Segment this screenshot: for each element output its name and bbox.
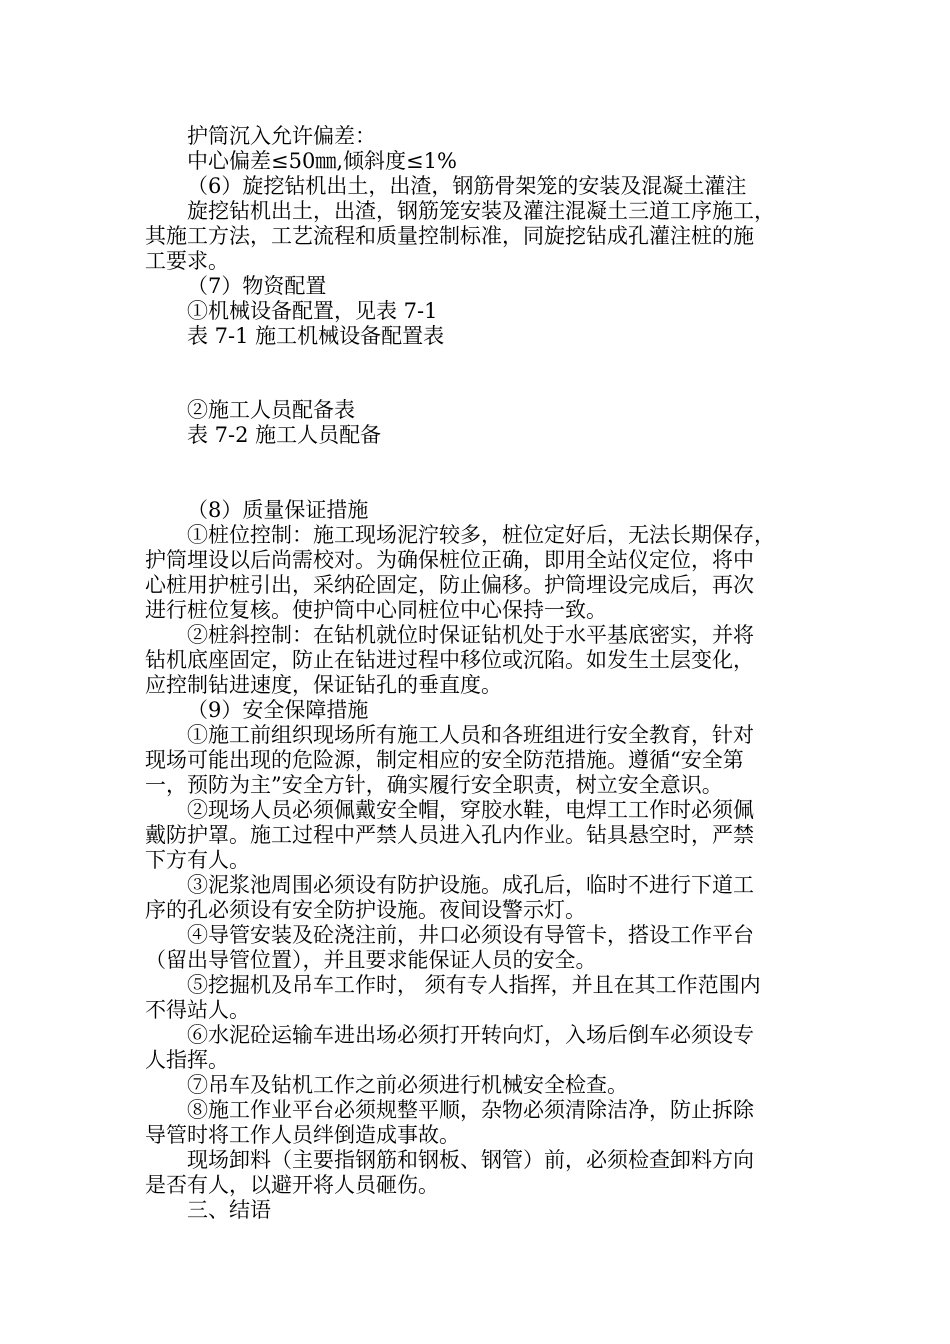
table-caption: 表 7-1 施工机械设备配置表 [187, 324, 445, 348]
text-line: 护筒埋设以后尚需校对。为确保桩位正确，即用全站仪定位，将中 [145, 548, 754, 572]
text-line: 一，预防为主”安全方针，确实履行安全职责，树立安全意识。 [145, 773, 723, 797]
text-line: ①桩位控制：施工现场泥泞较多，桩位定好后，无法长期保存， [187, 523, 775, 547]
text-line: ⑥水泥砼运输车进出场必须打开转向灯，入场后倒车必须设专 [187, 1023, 754, 1047]
text-line: 导管时将工作人员绊倒造成事故。 [145, 1123, 460, 1147]
text-line: 心桩用护桩引出，采纳砼固定，防止偏移。护筒埋设完成后，再次 [145, 573, 754, 597]
text-line: 进行桩位复核。使护筒中心同桩位中心保持一致。 [145, 598, 607, 622]
section-heading: （6）旋挖钻机出土，出渣，钢筋骨架笼的安装及混凝土灌注 [187, 174, 747, 198]
text-line: 序的孔必须设有安全防护设施。夜间设警示灯。 [145, 898, 586, 922]
text-line: 中心偏差≤50㎜,倾斜度≤1% [187, 149, 457, 173]
text-line: 是否有人，以避开将人员砸伤。 [145, 1173, 439, 1197]
text-line: 护筒沉入允许偏差： [187, 124, 376, 148]
text-line: 旋挖钻机出土，出渣，钢筋笼安装及灌注混凝土三道工序施工， [187, 199, 775, 223]
table-caption: 表 7-2 施工人员配备 [187, 423, 382, 447]
text-line: 钻机底座固定，防止在钻进过程中移位或沉陷。如发生土层变化， [145, 648, 754, 672]
text-line: 现场卸料（主要指钢筋和钢板、钢管）前，必须检查卸料方向 [187, 1148, 754, 1172]
text-line: ②现场人员必须佩戴安全帽，穿胶水鞋，电焊工工作时必须佩 [187, 798, 754, 822]
text-line: 不得站人。 [145, 998, 250, 1022]
text-line: ①施工前组织现场所有施工人员和各班组进行安全教育，针对 [187, 723, 754, 747]
section-heading: 三、结语 [187, 1198, 271, 1222]
text-line: 戴防护罩。施工过程中严禁人员进入孔内作业。钻具悬空时，严禁 [145, 823, 754, 847]
text-line: ①机械设备配置，见表 7-1 [187, 299, 438, 323]
text-line: （留出导管位置），并且要求能保证人员的安全。 [145, 948, 597, 972]
text-line: ⑦吊车及钻机工作之前必须进行机械安全检查。 [187, 1073, 628, 1097]
text-line: 工要求。 [145, 249, 229, 273]
text-line: 下方有人。 [145, 848, 250, 872]
section-heading: （9）安全保障措施 [187, 698, 369, 722]
text-line: ②桩斜控制：在钻机就位时保证钻机处于水平基底密实，并将 [187, 623, 754, 647]
text-line: 现场可能出现的危险源，制定相应的安全防范措施。遵循“安全第 [145, 748, 744, 772]
text-line: ④导管安装及砼浇注前，井口必须设有导管卡，搭设工作平台 [187, 923, 754, 947]
text-line: ②施工人员配备表 [187, 398, 355, 422]
text-line: 应控制钻进速度，保证钻孔的垂直度。 [145, 673, 502, 697]
text-line: ⑤挖掘机及吊车工作时， 须有专人指挥，并且在其工作范围内 [187, 973, 761, 997]
section-heading: （7）物资配置 [187, 274, 327, 298]
text-line: ③泥浆池周围必须设有防护设施。成孔后，临时不进行下道工 [187, 873, 754, 897]
section-heading: （8）质量保证措施 [187, 498, 369, 522]
text-line: 其施工方法，工艺流程和质量控制标准，同旋挖钻成孔灌注桩的施 [145, 224, 754, 248]
text-line: ⑧施工作业平台必须规整平顺，杂物必须清除洁净，防止拆除 [187, 1098, 754, 1122]
text-line: 人指挥。 [145, 1048, 229, 1072]
